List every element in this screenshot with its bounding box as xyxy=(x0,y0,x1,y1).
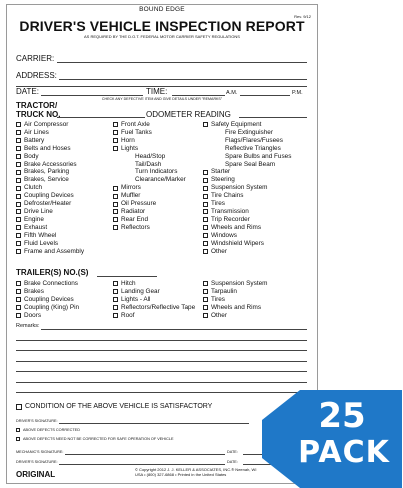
checklist-item-radiator[interactable] xyxy=(113,208,186,216)
item-label: Horn xyxy=(121,136,135,144)
trailer-item-lights-all[interactable] xyxy=(113,296,195,304)
checklist-item-clearance-marker xyxy=(113,176,186,184)
item-label: Safety Equipment xyxy=(211,121,262,128)
item-label: Reflectors xyxy=(121,223,150,231)
trailer-item-reflectors-reflective-tape[interactable] xyxy=(113,304,195,312)
item-label: Clutch xyxy=(24,184,43,192)
tractor-label-line1: TRACTOR/ xyxy=(16,101,58,110)
copyright-line-1: © Copyright 2012 J. J. KELLER & ASSOCIATES, INC.® Neenah, WI xyxy=(135,467,257,472)
remarks-line[interactable] xyxy=(16,340,307,341)
remarks-label: Remarks: xyxy=(16,323,40,329)
item-label: Fifth Wheel xyxy=(24,231,57,239)
item-label: Spare Bulbs and Fuses xyxy=(225,152,292,160)
checklist-item-brakes-service[interactable] xyxy=(16,176,84,184)
checkbox[interactable] xyxy=(203,202,208,207)
item-label: Landing Gear xyxy=(121,287,160,295)
item-label: Fuel Tanks xyxy=(121,128,152,136)
driver-signature-label: DRIVER'S SIGNATURE: xyxy=(16,419,58,423)
checklist-item-reflective-triangles xyxy=(203,145,291,153)
trailer-item-tires[interactable] xyxy=(203,296,267,304)
trailer-item-other[interactable] xyxy=(203,312,267,320)
item-label: Coupling Devices xyxy=(24,192,74,200)
checklist-item-starter[interactable] xyxy=(203,168,291,176)
mechanic-signature-label: MECHANIC'S SIGNATURE: xyxy=(16,450,64,454)
time-field[interactable] xyxy=(172,95,225,96)
condition-label: CONDITION OF THE ABOVE VEHICLE IS SATISFACTORY xyxy=(25,403,213,410)
item-label: Battery xyxy=(24,136,45,144)
checklist-item-drive-line[interactable] xyxy=(16,208,84,216)
pm-label: P.M. xyxy=(292,90,303,96)
item-label: Brakes xyxy=(24,287,44,295)
checkbox[interactable] xyxy=(203,241,208,246)
checkbox[interactable] xyxy=(203,194,208,199)
checkbox[interactable] xyxy=(16,289,21,294)
item-label: Fire Extinguisher xyxy=(225,128,273,136)
item-label: Coupling Devices xyxy=(24,295,74,303)
checklist-item-air-lines[interactable] xyxy=(16,129,84,137)
badge-word: PACK xyxy=(298,435,390,470)
checklist-item-fuel-tanks[interactable] xyxy=(113,129,186,137)
original-label: ORIGINAL xyxy=(16,470,56,479)
item-label: Head/Stop xyxy=(135,152,166,160)
carrier-field[interactable] xyxy=(57,62,307,63)
checklist-item-tires[interactable] xyxy=(203,200,291,208)
address-label: ADDRESS: xyxy=(16,71,57,80)
checklist-item-horn[interactable] xyxy=(113,137,186,145)
tractor-column-3 xyxy=(203,121,291,255)
item-label: Tires xyxy=(211,295,225,303)
checkbox[interactable] xyxy=(113,297,118,302)
copyright-line-2: USA • (800) 327-6868 • Printed in the United States xyxy=(135,472,227,477)
checkbox[interactable] xyxy=(203,186,208,191)
remarks-line[interactable] xyxy=(41,329,307,330)
checkbox[interactable] xyxy=(203,305,208,310)
checkbox[interactable] xyxy=(203,217,208,222)
mechanic-signature-field[interactable] xyxy=(65,454,225,455)
checklist-item-safety-equipment[interactable] xyxy=(203,121,291,129)
item-label: Rear End xyxy=(121,215,148,223)
checklist-item-spare-bulbs-and-fuses xyxy=(203,153,291,161)
remarks-line[interactable] xyxy=(16,350,307,351)
item-label: Belts and Hoses xyxy=(24,144,71,152)
tractor-column-1 xyxy=(16,121,84,255)
trailer-heading: TRAILER(S) NO.(S) xyxy=(16,268,89,277)
checkbox[interactable] xyxy=(16,233,21,238)
item-label: Turn Indicators xyxy=(135,168,178,176)
checklist-item-defroster-heater[interactable] xyxy=(16,200,84,208)
checkbox[interactable] xyxy=(16,297,21,302)
checklist-item-tire-chains[interactable] xyxy=(203,192,291,200)
checkbox[interactable] xyxy=(203,178,208,183)
checkbox[interactable] xyxy=(203,249,208,254)
checklist-item-brakes-parking[interactable] xyxy=(16,168,84,176)
form-subtitle: AS REQUIRED BY THE D.O.T. FEDERAL MOTOR CARRIER SAFETY REGULATIONS xyxy=(84,34,240,39)
item-label: Starter xyxy=(211,168,231,176)
checklist-item-engine[interactable] xyxy=(16,216,84,224)
mechanic-date-label: DATE: xyxy=(227,450,238,454)
item-label: Drive Line xyxy=(24,207,53,215)
address-field[interactable] xyxy=(59,79,307,80)
item-label: Brake Connections xyxy=(24,280,78,287)
item-label: Lights - All xyxy=(121,295,151,303)
checkbox[interactable] xyxy=(16,209,21,214)
item-label: Frame and Assembly xyxy=(24,247,85,255)
checklist-item-air-compressor[interactable] xyxy=(16,121,84,129)
checkbox[interactable] xyxy=(16,170,21,175)
checkbox[interactable] xyxy=(113,225,118,230)
item-label: Transmission xyxy=(211,207,249,215)
trailer-item-doors[interactable] xyxy=(16,312,79,320)
checkbox[interactable] xyxy=(113,313,118,318)
checkbox[interactable] xyxy=(113,138,118,143)
item-label: Brake Accessories xyxy=(24,160,77,168)
checklist-item-steering[interactable] xyxy=(203,176,291,184)
checkbox[interactable] xyxy=(203,313,208,318)
driver-signature-2-label: DRIVER'S SIGNATURE: xyxy=(16,460,58,464)
checkbox[interactable] xyxy=(203,122,208,127)
checkbox[interactable] xyxy=(203,225,208,230)
item-label: Body xyxy=(24,152,39,160)
checkbox[interactable] xyxy=(16,146,21,151)
corrected-checkbox[interactable] xyxy=(16,428,20,432)
time-label: TIME: xyxy=(146,87,168,96)
checkbox[interactable] xyxy=(16,217,21,222)
item-label: Front Axle xyxy=(121,121,150,128)
item-label: Oil Pressure xyxy=(121,200,157,208)
item-label: Hitch xyxy=(121,280,136,287)
item-label: Defroster/Heater xyxy=(24,200,72,208)
checkbox[interactable] xyxy=(113,281,118,286)
item-label: Tires xyxy=(211,200,225,208)
item-label: Brakes, Parking xyxy=(24,168,70,176)
trailer-item-coupling-king-pin[interactable] xyxy=(16,304,79,312)
checklist-item-fifth-wheel[interactable] xyxy=(16,232,84,240)
date-label: DATE: xyxy=(16,87,39,96)
checklist-item-body[interactable] xyxy=(16,153,84,161)
checkbox[interactable] xyxy=(16,202,21,207)
corrected-row xyxy=(16,428,80,432)
checklist-item-rear-end[interactable] xyxy=(113,216,186,224)
item-label: Brakes, Service xyxy=(24,176,69,184)
tractor-label xyxy=(16,102,60,119)
driver-date-label: DATE: xyxy=(227,460,238,464)
checkbox[interactable] xyxy=(16,138,21,143)
trailer-column-1 xyxy=(16,280,79,320)
trailer-item-tarpaulin[interactable] xyxy=(203,288,267,296)
checklist-item-coupling-devices[interactable] xyxy=(16,192,84,200)
checkbox[interactable] xyxy=(16,122,21,127)
trailer-item-brake-connections[interactable] xyxy=(16,280,79,288)
checkbox[interactable] xyxy=(16,162,21,167)
checkbox[interactable] xyxy=(16,225,21,230)
checkbox[interactable] xyxy=(16,130,21,135)
checkbox[interactable] xyxy=(113,186,118,191)
item-label: Wheels and Rims xyxy=(211,223,262,231)
item-label: Air Lines xyxy=(24,128,49,136)
checklist-item-transmission[interactable] xyxy=(203,208,291,216)
corrected-label: ABOVE DEFECTS CORRECTED xyxy=(23,428,80,432)
am-label: A.M. xyxy=(226,90,238,96)
checklist-item-suspension-system[interactable] xyxy=(203,184,291,192)
trailer-item-hitch[interactable] xyxy=(113,280,195,288)
item-label: Engine xyxy=(24,215,44,223)
checklist-item-frame-and-assembly[interactable] xyxy=(16,248,84,256)
checklist-item-trip-recorder[interactable] xyxy=(203,216,291,224)
trailer-column-3 xyxy=(203,280,267,320)
copyright-text xyxy=(135,467,256,477)
checklist-item-clutch[interactable] xyxy=(16,184,84,192)
item-label: Muffler xyxy=(121,192,141,200)
driver-signature-2-field[interactable] xyxy=(59,464,225,465)
checkbox[interactable] xyxy=(113,209,118,214)
item-label: Flags/Flares/Fusees xyxy=(225,136,283,144)
checkbox[interactable] xyxy=(16,178,21,183)
checkbox[interactable] xyxy=(203,209,208,214)
checklist-item-fire-extinguisher xyxy=(203,129,291,137)
trailer-item-brakes[interactable] xyxy=(16,288,79,296)
checklist-item-tail-dash xyxy=(113,161,186,169)
item-label: Mirrors xyxy=(121,184,141,192)
trailer-item-wheels-and-rims[interactable] xyxy=(203,304,267,312)
checkbox[interactable] xyxy=(203,233,208,238)
revision-label: Rev. 9/12 xyxy=(294,14,311,19)
item-label: Air Compressor xyxy=(24,121,69,128)
truck-no-label: TRUCK NO. xyxy=(16,109,61,119)
form-title: DRIVER'S VEHICLE INSPECTION REPORT xyxy=(19,18,305,34)
time-field-2[interactable] xyxy=(240,95,290,96)
item-label: Clearance/Marker xyxy=(135,176,186,184)
checklist-item-oil-pressure[interactable] xyxy=(113,200,186,208)
checkbox[interactable] xyxy=(16,249,21,254)
checkbox[interactable] xyxy=(113,146,118,151)
checklist-item-battery[interactable] xyxy=(16,137,84,145)
checklist-item-other[interactable] xyxy=(203,248,291,256)
remarks-line[interactable] xyxy=(16,371,307,372)
checklist-item-front-axle[interactable] xyxy=(113,121,186,129)
carrier-label: CARRIER: xyxy=(16,54,55,63)
condition-row xyxy=(16,403,212,410)
checkbox[interactable] xyxy=(113,194,118,199)
item-label: Steering xyxy=(211,176,235,184)
checkbox[interactable] xyxy=(16,305,21,310)
item-label: Coupling (King) Pin xyxy=(24,303,80,311)
checklist-item-wheels-and-rims[interactable] xyxy=(203,224,291,232)
checkbox[interactable] xyxy=(113,202,118,207)
trailer-column-2 xyxy=(113,280,195,320)
item-label: Lights xyxy=(121,144,139,152)
trailer-number-field[interactable] xyxy=(97,276,157,277)
checklist-item-lights[interactable] xyxy=(113,145,186,153)
item-label: Other xyxy=(211,247,227,255)
checklist-item-turn-indicators xyxy=(113,168,186,176)
checklist-item-flags-flares-fusees xyxy=(203,137,291,145)
checkbox[interactable] xyxy=(16,154,21,159)
checklist-item-brake-accessories[interactable] xyxy=(16,161,84,169)
checkbox[interactable] xyxy=(16,241,21,246)
item-label: Trip Recorder xyxy=(211,215,250,223)
item-label: Tarpaulin xyxy=(211,287,237,295)
condition-checkbox[interactable] xyxy=(16,404,22,410)
date-field[interactable] xyxy=(41,95,143,96)
item-label: Reflectors/Reflective Tape xyxy=(121,303,196,311)
checklist-item-head-stop xyxy=(113,153,186,161)
check-note: CHECK ANY DEFECTIVE ITEM AND GIVE DETAILS UNDER "REMARKS" xyxy=(101,97,223,101)
checkbox[interactable] xyxy=(113,122,118,127)
checklist-item-muffler[interactable] xyxy=(113,192,186,200)
item-label: Tail/Dash xyxy=(135,160,162,168)
truck-number-field[interactable] xyxy=(57,117,145,118)
odometer-label: ODOMETER READING xyxy=(146,110,231,119)
checkbox[interactable] xyxy=(203,297,208,302)
item-label: Reflective Triangles xyxy=(225,144,281,152)
checklist-item-belts-and-hoses[interactable] xyxy=(16,145,84,153)
bound-edge-label: BOUND EDGE xyxy=(139,6,185,13)
not-corrected-label: ABOVE DEFECTS NEED NOT BE CORRECTED FOR SAFE OPERATION OF VEHICLE xyxy=(23,437,174,441)
trailer-item-roof[interactable] xyxy=(113,312,195,320)
checkbox[interactable] xyxy=(113,305,118,310)
odometer-field[interactable] xyxy=(239,117,307,118)
item-label: Suspension System xyxy=(211,184,268,192)
not-corrected-row xyxy=(16,437,174,441)
item-label: Fluid Levels xyxy=(24,239,59,247)
trailer-item-coupling-devices[interactable] xyxy=(16,296,79,304)
checklist-item-windshield-wipers[interactable] xyxy=(203,240,291,248)
checkbox[interactable] xyxy=(203,170,208,175)
item-label: Doors xyxy=(24,311,42,319)
checkbox[interactable] xyxy=(16,186,21,191)
remarks-line[interactable] xyxy=(16,382,307,383)
checkbox[interactable] xyxy=(16,194,21,199)
checklist-item-exhaust[interactable] xyxy=(16,224,84,232)
item-label: Windshield Wipers xyxy=(211,239,264,247)
checkbox[interactable] xyxy=(113,130,118,135)
badge-number: 25 xyxy=(318,396,366,436)
checkbox[interactable] xyxy=(113,289,118,294)
item-label: Suspension System xyxy=(211,280,268,287)
checkbox[interactable] xyxy=(113,217,118,222)
item-label: Wheels and Rims xyxy=(211,303,262,311)
tractor-column-2 xyxy=(113,121,186,232)
item-label: Tire Chains xyxy=(211,192,244,200)
driver-signature-field[interactable] xyxy=(59,423,249,424)
checklist-item-spare-seal-beam xyxy=(203,161,291,169)
item-label: Spare Seal Beam xyxy=(225,160,276,168)
checkbox[interactable] xyxy=(16,281,21,286)
pack-count-badge xyxy=(262,390,402,488)
checklist-item-fluid-levels[interactable] xyxy=(16,240,84,248)
checkbox[interactable] xyxy=(203,289,208,294)
checkbox[interactable] xyxy=(16,313,21,318)
not-corrected-checkbox[interactable] xyxy=(16,437,20,441)
checklist-item-windows[interactable] xyxy=(203,232,291,240)
checklist-item-reflectors[interactable] xyxy=(113,224,186,232)
trailer-item-suspension-system[interactable] xyxy=(203,280,267,288)
checkbox[interactable] xyxy=(203,281,208,286)
item-label: Roof xyxy=(121,311,135,319)
item-label: Exhaust xyxy=(24,223,48,231)
remarks-line[interactable] xyxy=(16,361,307,362)
trailer-item-landing-gear[interactable] xyxy=(113,288,195,296)
item-label: Other xyxy=(211,311,227,319)
item-label: Windows xyxy=(211,231,237,239)
checklist-item-mirrors[interactable] xyxy=(113,184,186,192)
item-label: Radiator xyxy=(121,207,146,215)
